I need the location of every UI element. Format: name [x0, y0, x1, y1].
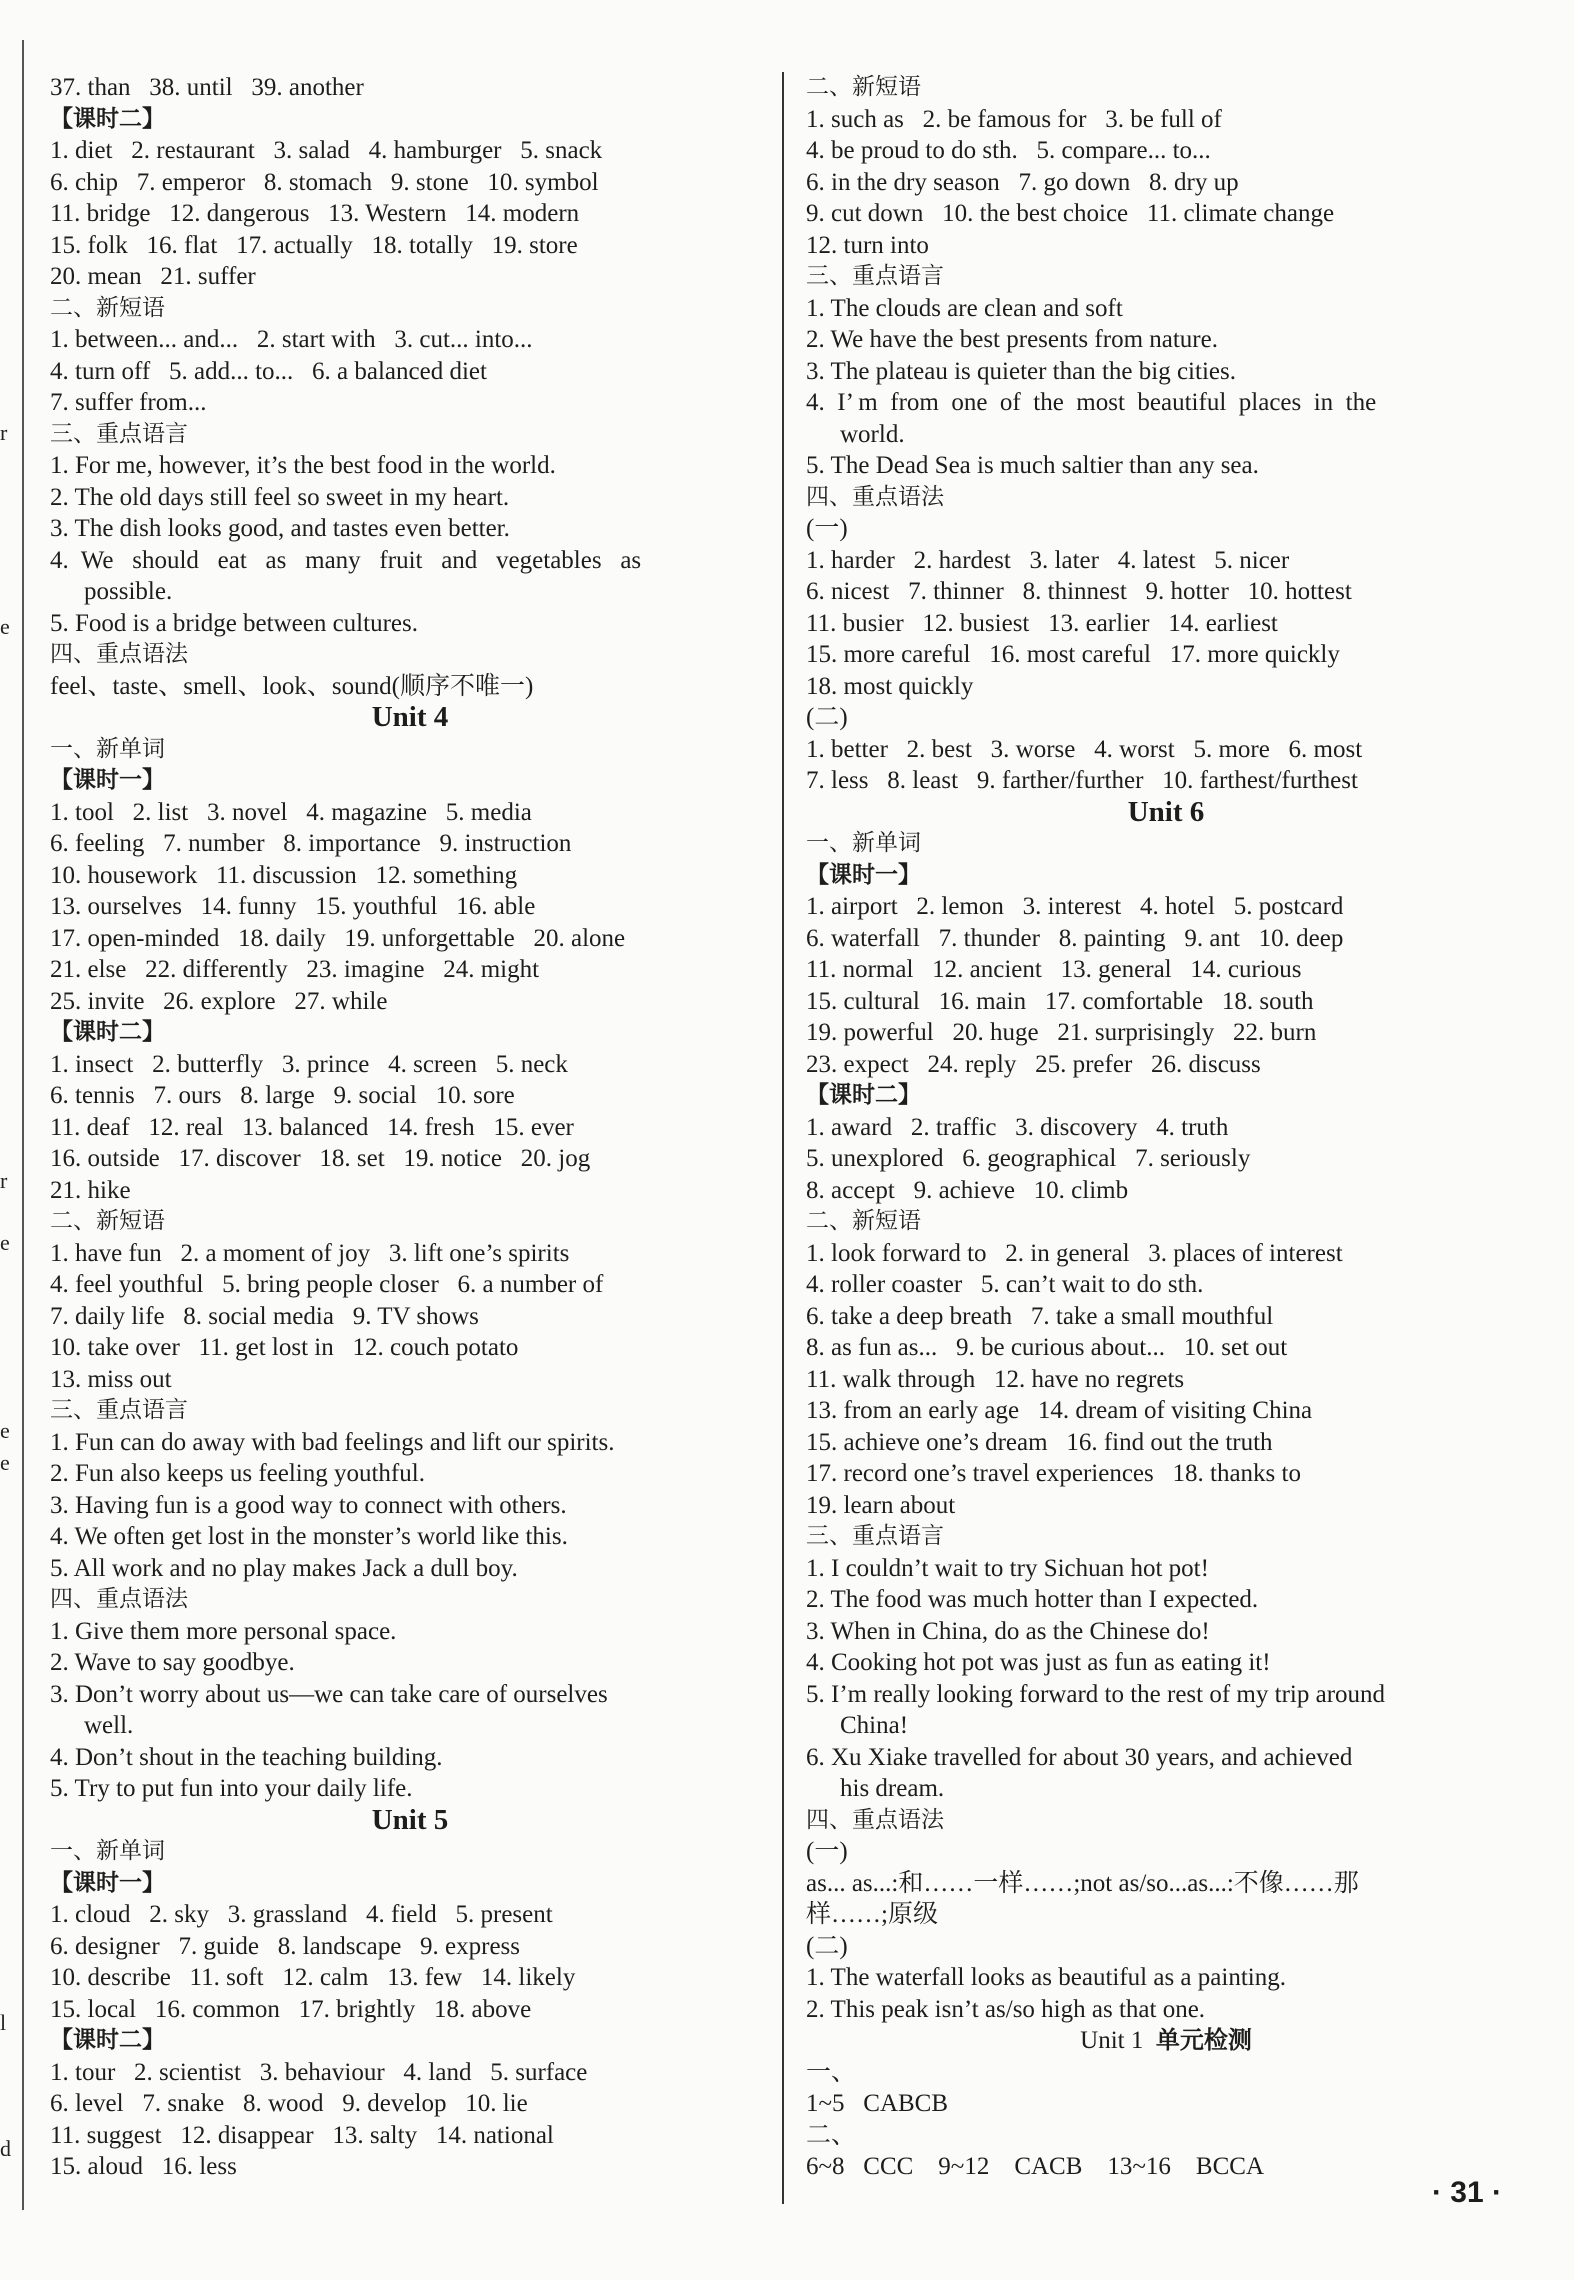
answer-line: 2. We have the best presents from nature. — [806, 326, 1218, 353]
answer-line: world. — [840, 420, 905, 448]
answer-line: 3. The dish looks good, and tastes even better. — [50, 515, 510, 542]
section-heading: 二、新短语 — [806, 1208, 921, 1234]
answer-line: 1~5 CABCB — [806, 2090, 949, 2117]
answer-line: 1. such as 2. be famous for 3. be full of — [806, 105, 1222, 133]
edge-letter: e — [0, 1418, 10, 1443]
answer-line: 15. aloud 16. less — [50, 2153, 237, 2180]
left-column — [50, 72, 770, 2183]
answer-line: 1. cloud 2. sky 3. grassland 4. field 5. present — [50, 1901, 553, 1928]
answer-line: 1. Fun can do away with bad feelings and lift our spirits. — [50, 1428, 615, 1456]
answer-line: possible. — [84, 578, 173, 605]
answer-line: 1. airport 2. lemon 3. interest 4. hotel 5. postcard — [806, 893, 1344, 920]
edge-letter: e — [0, 1450, 10, 1475]
answer-line: 6. feeling 7. number 8. importance 9. instruction — [50, 830, 572, 857]
answer-line: 1. harder 2. hardest 3. later 4. latest 5. nicer — [806, 546, 1290, 574]
answer-line: 3. Don’t worry about us—we can take care of ourselves — [50, 1680, 608, 1708]
answer-line: 1. diet 2. restaurant 3. salad 4. hamburger 5. snack — [50, 137, 603, 164]
answer-line: (一) — [806, 515, 848, 542]
section-heading: 四、重点语法 — [806, 1806, 944, 1833]
answer-line: 21. hike — [50, 1176, 131, 1204]
answer-line: 15. more careful 16. most careful 17. more quickly — [806, 641, 1340, 668]
answer-line: 3. When in China, do as the Chinese do! — [806, 1617, 1210, 1645]
answer-line: 1. tool 2. list 3. novel 4. magazine 5. media — [50, 798, 532, 826]
answer-line: 15. achieve one’s dream 16. find out the truth — [806, 1428, 1273, 1456]
answer-line: 19. powerful 20. huge 21. surprisingly 22. burn — [806, 1019, 1317, 1046]
section-heading: 一、新单词 — [50, 735, 165, 762]
answer-line: 6. level 7. snake 8. wood 9. develop 10. lie — [50, 2090, 528, 2117]
answer-line: 2. The old days still feel so sweet in my heart. — [50, 483, 510, 511]
answer-line: 6. Xu Xiake travelled for about 30 years, and achieved — [806, 1743, 1353, 1771]
answer-line: 3. The plateau is quieter than the big cities. — [806, 357, 1236, 385]
answer-line: 17. open-minded 18. daily 19. unforgettable 20. alone — [50, 924, 626, 952]
answer-line: 1. tour 2. scientist 3. behaviour 4. land 5. surface — [50, 2058, 588, 2086]
answer-line: 1. award 2. traffic 3. discovery 4. truth — [806, 1113, 1229, 1141]
answer-line: 6. in the dry season 7. go down 8. dry up — [806, 168, 1239, 196]
answer-line: 2. The food was much hotter than I expected. — [806, 1586, 1259, 1613]
edge-letter: e — [0, 1230, 10, 1255]
answer-line: 4. feel youthful 5. bring people closer 6. a number of — [50, 1271, 604, 1298]
answer-line: 6. nicest 7. thinner 8. thinnest 9. hotter 10. hottest — [806, 578, 1352, 605]
right-column — [806, 72, 1526, 2183]
answer-line: (二) — [806, 704, 848, 731]
answer-line: 23. expect 24. reply 25. prefer 26. discuss — [806, 1050, 1261, 1078]
answer-line: feel、taste、smell、look、sound(顺序不唯一) — [50, 672, 534, 700]
answer-line: 20. mean 21. suffer — [50, 263, 256, 290]
answer-line: (二) — [806, 1932, 848, 1960]
lesson-heading: 【课时一】 — [806, 861, 921, 888]
answer-line: 11. deaf 12. real 13. balanced 14. fresh 15. ever — [50, 1113, 574, 1141]
answer-line: 5. Food is a bridge between cultures. — [50, 609, 418, 637]
answer-line: 7. less 8. least 9. farther/further 10. farthest/furthest — [806, 767, 1358, 794]
answer-line: 6. take a deep breath 7. take a small mouthful — [806, 1302, 1274, 1330]
answer-line: 10. take over 11. get lost in 12. couch potato — [50, 1334, 519, 1361]
unit-test-title: 单元检测 — [1155, 2026, 1252, 2054]
binding-edge-rule — [22, 40, 24, 2210]
answer-line: 1. look forward to 2. in general 3. places of interest — [806, 1239, 1343, 1267]
answer-line: 2. Wave to say goodbye. — [50, 1649, 295, 1676]
lesson-heading: 【课时二】 — [806, 1082, 921, 1108]
column-divider — [782, 72, 784, 2204]
answer-line: 11. suggest 12. disappear 13. salty 14. national — [50, 2121, 554, 2149]
answer-line: 11. busier 12. busiest 13. earlier 14. earliest — [806, 609, 1278, 637]
answer-line: 13. ourselves 14. funny 15. youthful 16. able — [50, 893, 536, 920]
answer-line: 15. cultural 16. main 17. comfortable 18. south — [806, 987, 1314, 1015]
answer-line: 1. For me, however, it’s the best food in the world. — [50, 452, 556, 479]
answer-line: 4. roller coaster 5. can’t wait to do sth. — [806, 1271, 1204, 1298]
answer-line: 6. waterfall 7. thunder 8. painting 9. ant 10. deep — [806, 924, 1344, 952]
answer-line: 1. The waterfall looks as beautiful as a painting. — [806, 1964, 1286, 1991]
answer-line: 6. designer 7. guide 8. landscape 9. express — [50, 1932, 521, 1960]
answer-line: 二、 — [806, 2121, 857, 2149]
answer-line: 6. tennis 7. ours 8. large 9. social 10. sore — [50, 1082, 515, 1109]
edge-letter: e — [0, 614, 10, 639]
lesson-heading: 【课时二】 — [50, 1019, 165, 1045]
section-heading: 二、新短语 — [806, 74, 921, 100]
answer-line: 6~8 CCC 9~12 CACB 13~16 BCCA — [806, 2153, 1265, 2180]
answer-line: 4. We should eat as many fruit and vegetables as — [50, 546, 642, 574]
answer-line: 5. I’m really looking forward to the rest of my trip around — [806, 1680, 1386, 1708]
answer-line: 15. folk 16. flat 17. actually 18. totally 19. store — [50, 231, 578, 259]
answer-line: 11. bridge 12. dangerous 13. Western 14. modern — [50, 200, 580, 227]
answer-line: 4. We often get lost in the monster’s world like this. — [50, 1523, 568, 1550]
answer-line: 10. housework 11. discussion 12. something — [50, 861, 518, 889]
answer-line: 37. than 38. until 39. another — [50, 74, 364, 101]
answer-line: 8. accept 9. achieve 10. climb — [806, 1176, 1129, 1204]
answer-line: 样……;原级 — [806, 1901, 938, 1928]
answer-line: 4. I’ m from one of the most beautiful places in the — [806, 389, 1377, 416]
answer-line: 3. Having fun is a good way to connect with others. — [50, 1491, 567, 1519]
answer-line: 11. normal 12. ancient 13. general 14. curious — [806, 956, 1302, 983]
answer-line: 1. I couldn’t wait to try Sichuan hot pot! — [806, 1554, 1209, 1582]
answer-line: 17. record one’s travel experiences 18. thanks to — [806, 1460, 1301, 1487]
answer-line: 4. Cooking hot pot was just as fun as eating it! — [806, 1649, 1271, 1676]
section-heading: 四、重点语法 — [50, 1586, 188, 1612]
answer-line: 1. Give them more personal space. — [50, 1617, 397, 1645]
answer-line: 5. unexplored 6. geographical 7. seriously — [806, 1145, 1251, 1172]
answer-line: 4. turn off 5. add... to... 6. a balanced diet — [50, 357, 487, 385]
answer-line: 15. local 16. common 17. brightly 18. above — [50, 1995, 532, 2023]
answer-line: 11. walk through 12. have no regrets — [806, 1365, 1185, 1393]
lesson-heading: 【课时一】 — [50, 1869, 165, 1896]
unit-heading: Unit 6 — [1127, 795, 1205, 828]
answer-line: as... as...:和……一样……;not as/so...as...:不像……那 — [806, 1869, 1359, 1897]
answer-line: 5. The Dead Sea is much saltier than any sea. — [806, 452, 1259, 479]
answer-line: 5. Try to put fun into your daily life. — [50, 1775, 413, 1802]
answer-line: well. — [84, 1712, 134, 1739]
answer-line: 4. be proud to do sth. 5. compare... to... — [806, 137, 1211, 164]
answer-line: China! — [840, 1712, 909, 1739]
unit-heading: Unit 5 — [371, 1803, 449, 1836]
answer-line: 2. This peak isn’t as/so high as that one. — [806, 1995, 1206, 2023]
answer-line: 10. describe 11. soft 12. calm 13. few 14. likely — [50, 1964, 576, 1991]
answer-line: 21. else 22. differently 23. imagine 24. might — [50, 956, 540, 983]
section-heading: 一、新单词 — [50, 1838, 165, 1864]
unit-test-label: Unit 1 — [1080, 2027, 1156, 2054]
section-heading: 三、重点语言 — [806, 1523, 944, 1549]
section-heading: 二、新短语 — [50, 294, 165, 321]
answer-line: 19. learn about — [806, 1491, 956, 1519]
answer-line: 4. Don’t shout in the teaching building. — [50, 1743, 443, 1771]
answer-line: his dream. — [840, 1775, 945, 1802]
lesson-heading: 【课时一】 — [50, 767, 165, 793]
answer-line: 12. turn into — [806, 231, 929, 259]
answer-line: (一) — [806, 1838, 848, 1865]
answer-line: 13. from an early age 14. dream of visiting China — [806, 1397, 1313, 1424]
section-heading: 三、重点语言 — [50, 1397, 188, 1423]
answer-line: 一、 — [806, 2058, 857, 2086]
answer-line: 1. have fun 2. a moment of joy 3. lift one’s spirits — [50, 1239, 570, 1267]
unit-heading: Unit 4 — [371, 701, 449, 733]
edge-letter: r — [0, 1168, 8, 1193]
section-heading: 一、新单词 — [806, 830, 921, 856]
answer-line: 1. The clouds are clean and soft — [806, 294, 1123, 322]
section-heading: 三、重点语言 — [50, 420, 188, 447]
answer-line: 9. cut down 10. the best choice 11. climate change — [806, 200, 1335, 227]
edge-letter: l — [0, 2010, 7, 2035]
answer-line: 25. invite 26. explore 27. while — [50, 987, 388, 1015]
answer-line: 18. most quickly — [806, 672, 974, 700]
unit-test-heading — [806, 2025, 1526, 2057]
answer-line: 16. outside 17. discover 18. set 19. notice 20. jog — [50, 1145, 591, 1172]
section-heading: 四、重点语法 — [806, 483, 944, 510]
lesson-heading: 【课时二】 — [50, 2027, 165, 2053]
answer-line: 2. Fun also keeps us feeling youthful. — [50, 1460, 425, 1487]
section-heading: 二、新短语 — [50, 1208, 165, 1234]
answer-line: 8. as fun as... 9. be curious about... 10. set out — [806, 1334, 1288, 1361]
answer-line: 7. suffer from... — [50, 389, 207, 416]
answer-line: 1. between... and... 2. start with 3. cut... into... — [50, 326, 533, 353]
page-number: · 31 · — [1431, 2176, 1502, 2209]
answer-line: 6. chip 7. emperor 8. stomach 9. stone 10. symbol — [50, 168, 599, 196]
section-heading: 四、重点语法 — [50, 641, 188, 667]
lesson-heading: 【课时二】 — [50, 105, 165, 132]
answer-line: 13. miss out — [50, 1365, 172, 1393]
edge-letter: d — [0, 2136, 11, 2161]
edge-letter: r — [0, 420, 8, 445]
answer-line: 1. better 2. best 3. worse 4. worst 5. more 6. most — [806, 735, 1363, 763]
answer-line: 5. All work and no play makes Jack a dull boy. — [50, 1554, 518, 1582]
section-heading: 三、重点语言 — [806, 263, 944, 289]
answer-line: 1. insect 2. butterfly 3. prince 4. screen 5. neck — [50, 1050, 568, 1078]
answer-line: 7. daily life 8. social media 9. TV shows — [50, 1302, 479, 1330]
